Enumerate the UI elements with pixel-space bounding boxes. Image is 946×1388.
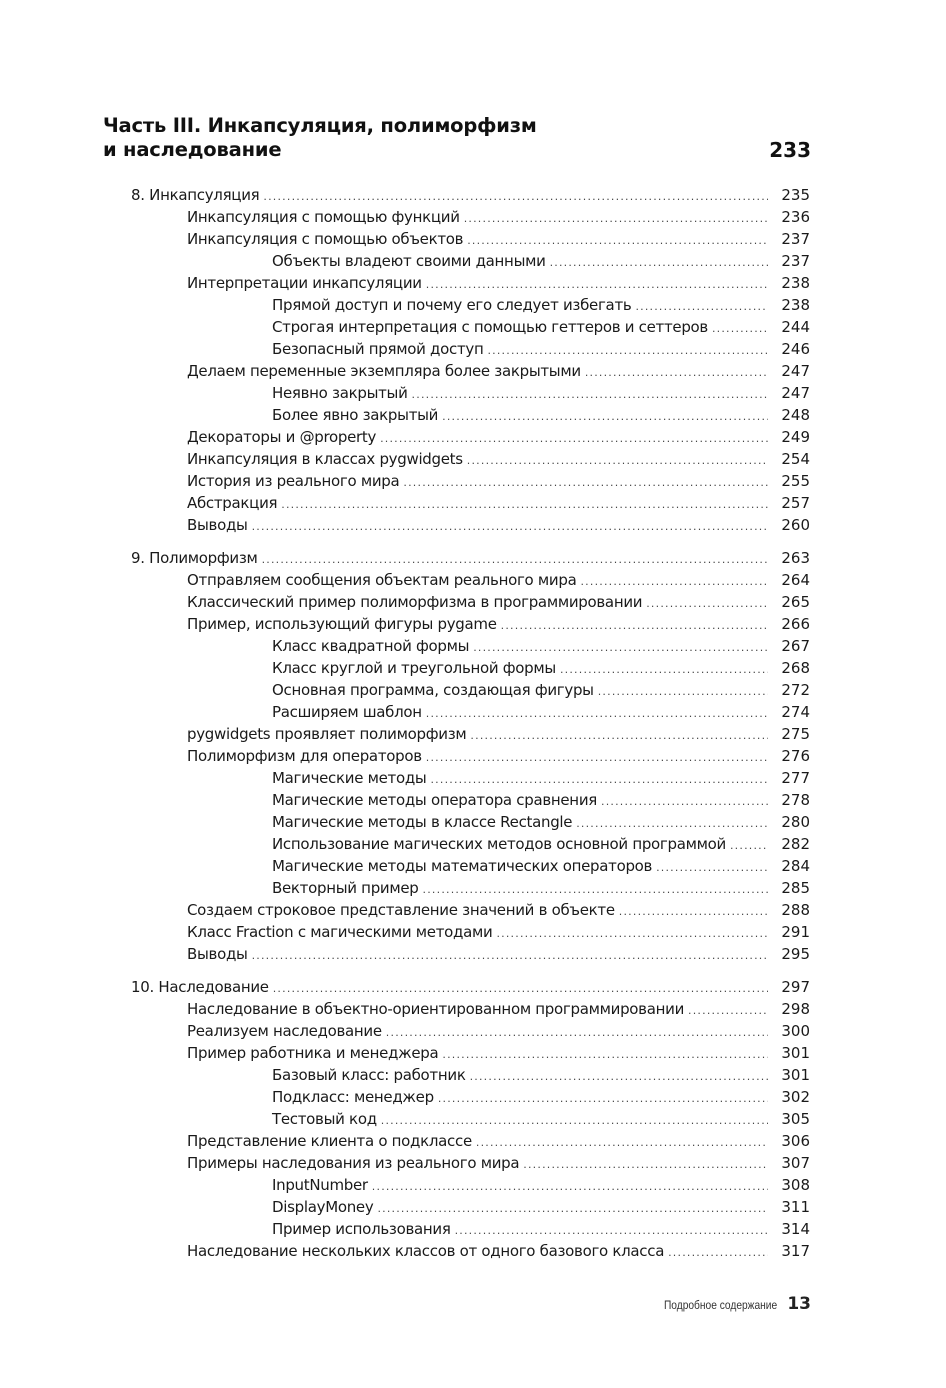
toc-entry[interactable] xyxy=(0,206,810,228)
page-number: 13 xyxy=(787,1294,811,1314)
toc-chapter-entry[interactable] xyxy=(0,184,810,206)
dot-leader xyxy=(438,1088,768,1110)
toc-entry-page: 263 xyxy=(781,549,810,567)
dot-leader xyxy=(430,769,768,791)
dot-leader xyxy=(380,428,768,450)
toc-entry-page: 272 xyxy=(781,681,810,699)
toc-entry-page: 311 xyxy=(781,1198,810,1216)
toc-entry[interactable] xyxy=(0,998,810,1020)
toc-entry[interactable] xyxy=(0,1064,810,1086)
toc-chapter-entry[interactable] xyxy=(0,976,810,998)
toc-entry-title: Прямой доступ и почему его следует избегать xyxy=(272,296,632,314)
toc-entry-page: 247 xyxy=(781,362,810,380)
toc-entry-page: 282 xyxy=(781,835,810,853)
dot-leader xyxy=(442,1044,768,1066)
toc-entry-title: Интерпретации инкапсуляции xyxy=(187,274,422,292)
toc-entry-title: DisplayMoney xyxy=(272,1198,374,1216)
toc-entry-title: 8. Инкапсуляция xyxy=(131,186,260,204)
toc-entry[interactable] xyxy=(0,426,810,448)
toc-entry[interactable] xyxy=(0,877,810,899)
dot-leader xyxy=(403,472,768,494)
toc-entry-page: 308 xyxy=(781,1176,810,1194)
toc-entry-title: Подкласс: менеджер xyxy=(272,1088,434,1106)
toc-entry-page: 277 xyxy=(781,769,810,787)
dot-leader xyxy=(262,549,768,571)
toc-chapter-entry[interactable] xyxy=(0,547,810,569)
toc-entry[interactable] xyxy=(0,855,810,877)
dot-leader xyxy=(377,1198,768,1220)
dot-leader xyxy=(386,1022,768,1044)
toc-entry[interactable] xyxy=(0,228,810,250)
toc-entry[interactable] xyxy=(0,1042,810,1064)
toc-entry[interactable] xyxy=(0,613,810,635)
dot-leader xyxy=(470,725,768,747)
dot-leader xyxy=(646,593,768,615)
toc-entry-page: 260 xyxy=(781,516,810,534)
toc-entry-title: Реализуем наследование xyxy=(187,1022,382,1040)
toc-entry-title: Векторный пример xyxy=(272,879,419,897)
toc-entry[interactable] xyxy=(0,1108,810,1130)
toc-entry-title: Более явно закрытый xyxy=(272,406,439,424)
table-of-contents xyxy=(0,184,946,1262)
dot-leader xyxy=(550,252,768,274)
toc-entry[interactable] xyxy=(0,811,810,833)
toc-entry-title: Наследование нескольких классов от одного базового класса xyxy=(187,1242,665,1260)
toc-entry-title: Пример работника и менеджера xyxy=(187,1044,439,1062)
toc-entry[interactable] xyxy=(0,360,810,382)
toc-entry-title: Магические методы в классе Rectangle xyxy=(272,813,573,831)
toc-entry-title: Расширяем шаблон xyxy=(272,703,422,721)
toc-entry-title: Безопасный прямой доступ xyxy=(272,340,484,358)
toc-entry-page: 267 xyxy=(781,637,810,655)
toc-entry[interactable] xyxy=(0,1086,810,1108)
dot-leader xyxy=(455,1220,768,1242)
dot-leader xyxy=(467,230,768,252)
dot-leader xyxy=(381,1110,768,1132)
toc-entry[interactable] xyxy=(0,1218,810,1240)
dot-leader xyxy=(426,703,768,725)
toc-entry-page: 297 xyxy=(781,978,810,996)
toc-entry-title: Магические методы xyxy=(272,769,427,787)
dot-leader xyxy=(442,406,768,428)
toc-entry[interactable] xyxy=(0,338,810,360)
toc-entry[interactable] xyxy=(0,250,810,272)
toc-entry-page: 265 xyxy=(781,593,810,611)
toc-entry-page: 284 xyxy=(781,857,810,875)
dot-leader xyxy=(470,1066,768,1088)
running-footer-title: Подробное содержание xyxy=(664,1298,778,1312)
dot-leader xyxy=(560,659,768,681)
toc-entry-page: 266 xyxy=(781,615,810,633)
part-header xyxy=(103,114,811,162)
toc-entry-page: 280 xyxy=(781,813,810,831)
toc-entry[interactable] xyxy=(0,569,810,591)
dot-leader xyxy=(656,857,768,879)
dot-leader xyxy=(423,879,768,901)
toc-entry-page: 275 xyxy=(781,725,810,743)
dot-leader xyxy=(473,637,768,659)
dot-leader xyxy=(601,791,768,813)
toc-entry[interactable] xyxy=(0,723,810,745)
toc-entry-page: 264 xyxy=(781,571,810,589)
toc-entry[interactable] xyxy=(0,767,810,789)
dot-leader xyxy=(273,978,768,1000)
toc-entry[interactable] xyxy=(0,316,810,338)
toc-entry-title: Инкапсуляция в классах pygwidgets xyxy=(187,450,463,468)
dot-leader xyxy=(281,494,768,516)
toc-entry-title: 9. Полиморфизм xyxy=(131,549,258,567)
dot-leader xyxy=(501,615,768,637)
toc-entry-page: 285 xyxy=(781,879,810,897)
toc-entry[interactable] xyxy=(0,1152,810,1174)
dot-leader xyxy=(252,945,768,967)
toc-entry-page: 301 xyxy=(781,1066,810,1084)
toc-entry-title: Представление клиента о подклассе xyxy=(187,1132,472,1150)
part-title-line-2: и наследование xyxy=(103,138,282,161)
toc-entry[interactable] xyxy=(0,899,810,921)
dot-leader xyxy=(252,516,768,538)
toc-entry-title: Абстракция xyxy=(187,494,278,512)
toc-entry-page: 249 xyxy=(781,428,810,446)
toc-entry-title: Полиморфизм для операторов xyxy=(187,747,422,765)
dot-leader xyxy=(496,923,768,945)
toc-entry-title: Объекты владеют своими данными xyxy=(272,252,546,270)
toc-entry-title: Магические методы математических операторов xyxy=(272,857,653,875)
toc-entry[interactable] xyxy=(0,470,810,492)
toc-entry-title: Инкапсуляция с помощью объектов xyxy=(187,230,464,248)
toc-entry[interactable] xyxy=(0,921,810,943)
toc-entry[interactable] xyxy=(0,1130,810,1152)
toc-entry[interactable] xyxy=(0,635,810,657)
toc-entry-title: Базовый класс: работник xyxy=(272,1066,466,1084)
toc-entry-page: 276 xyxy=(781,747,810,765)
toc-entry-page: 254 xyxy=(781,450,810,468)
part-title-line-1: Часть III. Инкапсуляция, полиморфизм xyxy=(103,114,537,137)
toc-entry-page: 236 xyxy=(781,208,810,226)
toc-entry-page: 307 xyxy=(781,1154,810,1172)
toc-entry-page: 274 xyxy=(781,703,810,721)
dot-leader xyxy=(426,274,768,296)
toc-entry-title: Инкапсуляция с помощью функций xyxy=(187,208,460,226)
toc-entry-page: 247 xyxy=(781,384,810,402)
toc-entry-page: 238 xyxy=(781,296,810,314)
toc-entry-title: Выводы xyxy=(187,945,248,963)
toc-entry[interactable] xyxy=(0,404,810,426)
dot-leader xyxy=(576,813,768,835)
toc-entry-title: Неявно закрытый xyxy=(272,384,408,402)
toc-entry-page: 288 xyxy=(781,901,810,919)
toc-entry-page: 314 xyxy=(781,1220,810,1238)
toc-entry-page: 300 xyxy=(781,1022,810,1040)
page-footer xyxy=(644,1294,811,1314)
toc-entry-title: История из реального мира xyxy=(187,472,400,490)
toc-entry-title: Создаем строковое представление значений в объекте xyxy=(187,901,615,919)
toc-entry-page: 244 xyxy=(781,318,810,336)
toc-entry-page: 257 xyxy=(781,494,810,512)
dot-leader xyxy=(263,186,768,208)
toc-entry-title: pygwidgets проявляет полиморфизм xyxy=(187,725,467,743)
toc-entry-page: 248 xyxy=(781,406,810,424)
toc-entry-title: Основная программа, создающая фигуры xyxy=(272,681,594,699)
toc-entry-title: Пример использования xyxy=(272,1220,451,1238)
toc-entry[interactable] xyxy=(0,591,810,613)
toc-entry-title: Тестовый код xyxy=(272,1110,377,1128)
toc-entry[interactable] xyxy=(0,745,810,767)
toc-entry-page: 268 xyxy=(781,659,810,677)
toc-entry-page: 317 xyxy=(781,1242,810,1260)
dot-leader xyxy=(467,450,768,472)
dot-leader xyxy=(668,1242,768,1264)
dot-leader xyxy=(635,296,768,318)
toc-entry[interactable] xyxy=(0,382,810,404)
toc-entry[interactable] xyxy=(0,1196,810,1218)
toc-entry-title: Класс круглой и треугольной формы xyxy=(272,659,556,677)
dot-leader xyxy=(476,1132,768,1154)
toc-entry[interactable] xyxy=(0,492,810,514)
toc-entry[interactable] xyxy=(0,789,810,811)
toc-entry-title: 10. Наследование xyxy=(131,978,269,996)
toc-entry-title: Класс Fraction с магическими методами xyxy=(187,923,493,941)
toc-entry[interactable] xyxy=(0,1240,810,1262)
toc-entry-title: Декораторы и @property xyxy=(187,428,377,446)
toc-entry[interactable] xyxy=(0,1174,810,1196)
toc-entry-page: 278 xyxy=(781,791,810,809)
toc-entry-page: 301 xyxy=(781,1044,810,1062)
toc-entry[interactable] xyxy=(0,272,810,294)
toc-entry-page: 235 xyxy=(781,186,810,204)
toc-entry-page: 305 xyxy=(781,1110,810,1128)
toc-entry-page: 237 xyxy=(781,252,810,270)
toc-entry[interactable] xyxy=(0,833,810,855)
toc-entry[interactable] xyxy=(0,679,810,701)
toc-entry-page: 295 xyxy=(781,945,810,963)
part-page-number: 233 xyxy=(769,138,811,162)
dot-leader xyxy=(464,208,768,230)
toc-entry[interactable] xyxy=(0,701,810,723)
dot-leader xyxy=(619,901,768,923)
toc-entry-title: Примеры наследования из реального мира xyxy=(187,1154,520,1172)
dot-leader xyxy=(487,340,768,362)
dot-leader xyxy=(730,835,768,857)
toc-entry-title: Использование магических методов основной программой xyxy=(272,835,726,853)
toc-entry-title: Классический пример полиморфизма в программировании xyxy=(187,593,643,611)
toc-entry-title: Пример, использующий фигуры pygame xyxy=(187,615,497,633)
toc-entry-page: 302 xyxy=(781,1088,810,1106)
dot-leader xyxy=(372,1176,768,1198)
toc-entry-page: 255 xyxy=(781,472,810,490)
toc-entry-title: Строгая интерпретация с помощью геттеров и сеттеров xyxy=(272,318,708,336)
dot-leader xyxy=(688,1000,768,1022)
dot-leader xyxy=(426,747,768,769)
dot-leader xyxy=(523,1154,768,1176)
toc-entry-title: Класс квадратной формы xyxy=(272,637,470,655)
toc-entry[interactable] xyxy=(0,448,810,470)
dot-leader xyxy=(598,681,768,703)
dot-leader xyxy=(412,384,768,406)
toc-entry-title: Делаем переменные экземпляра более закрытыми xyxy=(187,362,581,380)
toc-entry[interactable] xyxy=(0,1020,810,1042)
toc-entry-title: Выводы xyxy=(187,516,248,534)
toc-entry-page: 237 xyxy=(781,230,810,248)
toc-entry[interactable] xyxy=(0,943,810,965)
toc-entry-title: Магические методы оператора сравнения xyxy=(272,791,597,809)
toc-entry-title: Отправляем сообщения объектам реального мира xyxy=(187,571,577,589)
dot-leader xyxy=(712,318,768,340)
toc-entry-title: Наследование в объектно-ориентированном программировании xyxy=(187,1000,685,1018)
toc-entry-page: 238 xyxy=(781,274,810,292)
toc-entry-page: 291 xyxy=(781,923,810,941)
toc-entry[interactable] xyxy=(0,514,810,536)
toc-entry-page: 306 xyxy=(781,1132,810,1150)
toc-entry[interactable] xyxy=(0,657,810,679)
toc-entry-page: 298 xyxy=(781,1000,810,1018)
toc-entry-page: 246 xyxy=(781,340,810,358)
toc-entry-title: InputNumber xyxy=(272,1176,368,1194)
toc-entry[interactable] xyxy=(0,294,810,316)
dot-leader xyxy=(580,571,768,593)
dot-leader xyxy=(585,362,768,384)
